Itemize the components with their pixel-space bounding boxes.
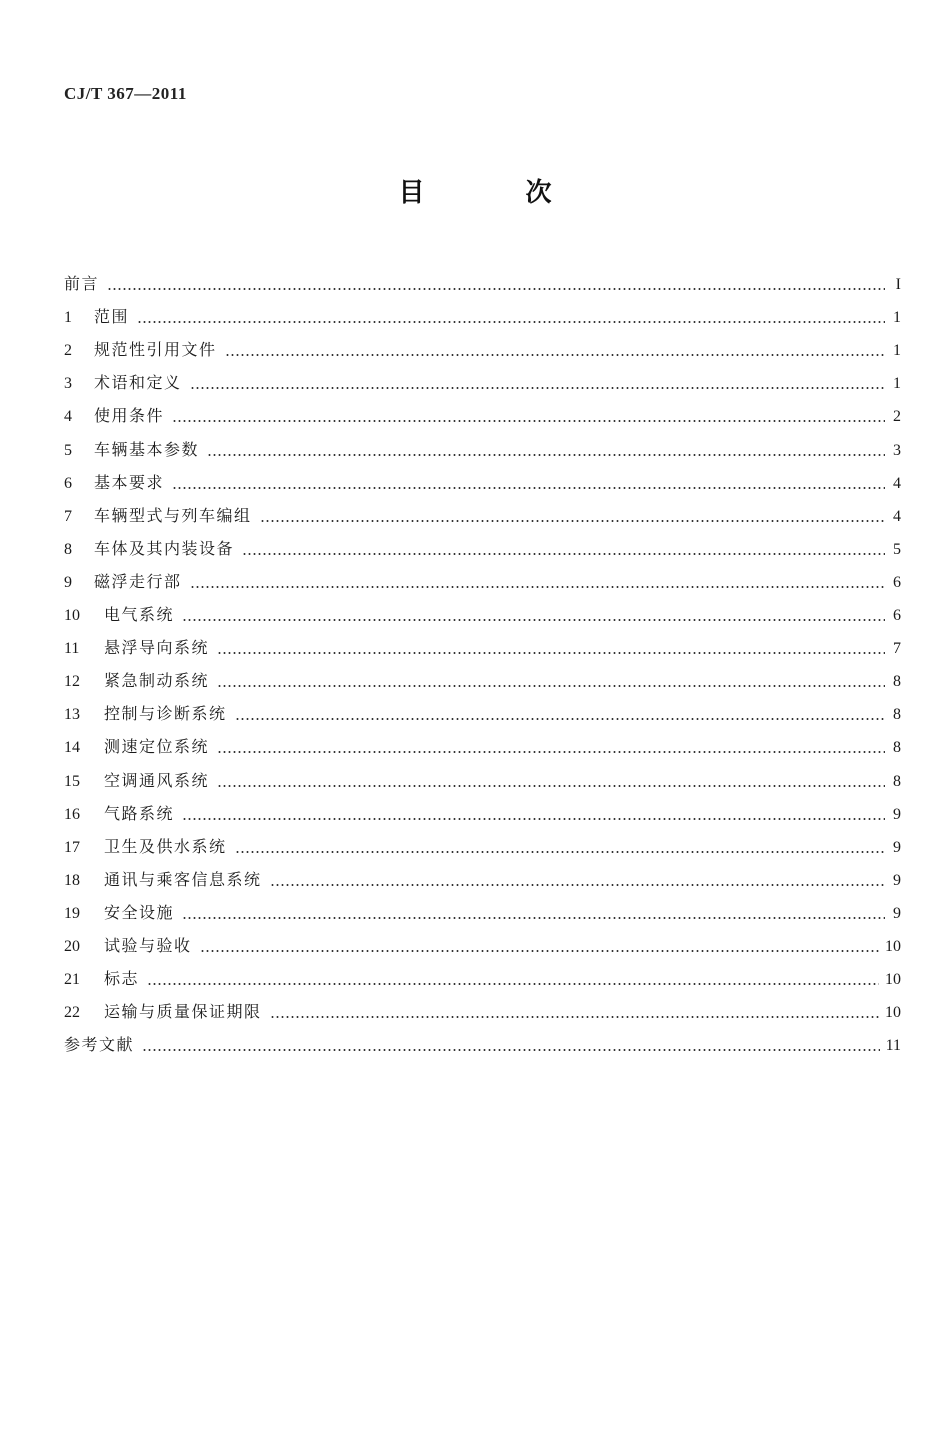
toc-entry-label: 规范性引用文件 <box>94 340 217 360</box>
toc-entry-page: 6 <box>893 607 901 625</box>
toc-entry-15[interactable] <box>64 757 901 790</box>
toc-entry-page: 7 <box>893 640 901 658</box>
toc-entry-page: 8 <box>893 706 901 724</box>
toc-entry-number: 18 <box>64 871 80 889</box>
toc-entry-number: 2 <box>64 342 72 360</box>
toc-entry-page: 1 <box>893 309 901 327</box>
toc-entry-page: 8 <box>893 673 901 691</box>
page-title: 目 次 <box>398 178 598 208</box>
toc-entry-label: 电气系统 <box>104 605 175 625</box>
toc-entry-page: 6 <box>893 573 901 591</box>
dot-leader <box>217 685 885 687</box>
toc-entry-page: 8 <box>893 739 901 757</box>
toc-entry-number: 7 <box>64 507 72 525</box>
toc-entry-number: 15 <box>64 772 80 790</box>
toc-entry-page: 4 <box>893 474 901 492</box>
toc-entry-number: 11 <box>64 640 80 658</box>
dot-leader <box>190 586 885 588</box>
toc-entry-page: 11 <box>885 1037 901 1055</box>
toc-entry-13[interactable] <box>64 691 901 724</box>
dot-leader <box>217 652 885 654</box>
toc-entry-page: 1 <box>893 342 901 360</box>
toc-entry-label: 运输与质量保证期限 <box>104 1002 262 1022</box>
toc-entry-number: 21 <box>64 971 80 989</box>
toc-entry-number: 3 <box>64 375 72 393</box>
toc-entry-number: 10 <box>64 607 80 625</box>
toc-entry-label: 参考文献 <box>64 1035 135 1055</box>
toc-entry-label: 试验与验收 <box>104 935 192 955</box>
table-of-contents <box>64 261 901 1055</box>
dot-leader <box>172 420 885 422</box>
toc-entry-label: 气路系统 <box>104 803 175 823</box>
dot-leader <box>172 487 885 489</box>
toc-entry-number: 12 <box>64 673 80 691</box>
dot-leader <box>270 884 885 886</box>
toc-entry-page: 10 <box>885 1004 901 1022</box>
toc-entry-number: 17 <box>64 838 80 856</box>
toc-entry-3[interactable] <box>64 360 901 393</box>
toc-entry-22[interactable] <box>64 989 901 1022</box>
toc-entry-page: 4 <box>893 507 901 525</box>
toc-entry-label: 测速定位系统 <box>104 737 210 757</box>
toc-entry-label: 标志 <box>104 969 140 989</box>
toc-entry-label: 范围 <box>94 307 130 327</box>
toc-entry-label: 车辆型式与列车编组 <box>94 505 252 525</box>
toc-entry-foreword[interactable] <box>64 261 901 294</box>
toc-entry-label: 安全设施 <box>104 902 175 922</box>
dot-leader <box>107 288 885 290</box>
dot-leader <box>235 718 885 720</box>
toc-entry-label: 前言 <box>64 274 100 294</box>
toc-entry-11[interactable] <box>64 625 901 658</box>
toc-entry-18[interactable] <box>64 857 901 890</box>
toc-entry-label: 紧急制动系统 <box>104 671 210 691</box>
toc-entry-20[interactable] <box>64 923 901 956</box>
dot-leader <box>242 553 885 555</box>
toc-entry-number: 8 <box>64 540 72 558</box>
toc-entry-page: 10 <box>885 937 901 955</box>
toc-entry-label: 车体及其内装设备 <box>94 538 235 558</box>
toc-entry-number: 22 <box>64 1004 80 1022</box>
toc-entry-number: 13 <box>64 706 80 724</box>
toc-entry-8[interactable] <box>64 526 901 559</box>
toc-entry-number: 19 <box>64 904 80 922</box>
toc-entry-17[interactable] <box>64 824 901 857</box>
toc-entry-label: 空调通风系统 <box>104 770 210 790</box>
toc-entry-9[interactable] <box>64 559 901 592</box>
toc-entry-page: 5 <box>893 540 901 558</box>
toc-entry-10[interactable] <box>64 592 901 625</box>
dot-leader <box>147 983 879 985</box>
dot-leader <box>217 751 885 753</box>
toc-entry-page: 3 <box>893 441 901 459</box>
toc-entry-1[interactable] <box>64 294 901 327</box>
dot-leader <box>182 818 885 820</box>
toc-entry-page: 9 <box>893 904 901 922</box>
toc-entry-label: 使用条件 <box>94 406 165 426</box>
toc-entry-number: 1 <box>64 309 72 327</box>
toc-entry-page: 9 <box>893 805 901 823</box>
toc-entry-label: 控制与诊断系统 <box>104 704 227 724</box>
standard-code: CJ/T 367—2011 <box>64 84 187 103</box>
toc-entry-number: 16 <box>64 805 80 823</box>
toc-entry-number: 20 <box>64 937 80 955</box>
toc-entry-page: 9 <box>893 838 901 856</box>
toc-entry-14[interactable] <box>64 724 901 757</box>
toc-entry-page: 1 <box>893 375 901 393</box>
toc-entry-page: 9 <box>893 871 901 889</box>
dot-leader <box>217 785 885 787</box>
toc-entry-19[interactable] <box>64 890 901 923</box>
toc-entry-label: 基本要求 <box>94 472 165 492</box>
dot-leader <box>235 851 885 853</box>
toc-entry-6[interactable] <box>64 460 901 493</box>
dot-leader <box>225 354 885 356</box>
toc-entry-4[interactable] <box>64 393 901 426</box>
toc-entry-number: 9 <box>64 573 72 591</box>
toc-entry-label: 车辆基本参数 <box>94 439 200 459</box>
dot-leader <box>142 1049 880 1051</box>
toc-entry-page: 10 <box>885 971 901 989</box>
dot-leader <box>200 950 879 952</box>
toc-entry-label: 悬浮导向系统 <box>104 638 210 658</box>
toc-entry-16[interactable] <box>64 791 901 824</box>
toc-entry-page: 8 <box>893 772 901 790</box>
toc-entry-12[interactable] <box>64 658 901 691</box>
toc-entry-label: 磁浮走行部 <box>94 571 182 591</box>
dot-leader <box>207 454 885 456</box>
dot-leader <box>190 387 885 389</box>
dot-leader <box>260 520 885 522</box>
toc-entry-label: 通讯与乘客信息系统 <box>104 869 262 889</box>
toc-entry-label: 术语和定义 <box>94 373 182 393</box>
toc-entry-references[interactable] <box>64 1022 901 1055</box>
toc-entry-page: I <box>895 276 901 294</box>
toc-entry-number: 14 <box>64 739 80 757</box>
toc-entry-number: 4 <box>64 408 72 426</box>
dot-leader <box>270 1016 879 1018</box>
toc-entry-5[interactable] <box>64 426 901 459</box>
dot-leader <box>182 619 885 621</box>
toc-entry-2[interactable] <box>64 327 901 360</box>
toc-entry-number: 6 <box>64 474 72 492</box>
toc-entry-21[interactable] <box>64 956 901 989</box>
toc-entry-label: 卫生及供水系统 <box>104 836 227 856</box>
dot-leader <box>182 917 885 919</box>
toc-entry-page: 2 <box>893 408 901 426</box>
toc-entry-7[interactable] <box>64 493 901 526</box>
toc-entry-number: 5 <box>64 441 72 459</box>
dot-leader <box>137 321 885 323</box>
